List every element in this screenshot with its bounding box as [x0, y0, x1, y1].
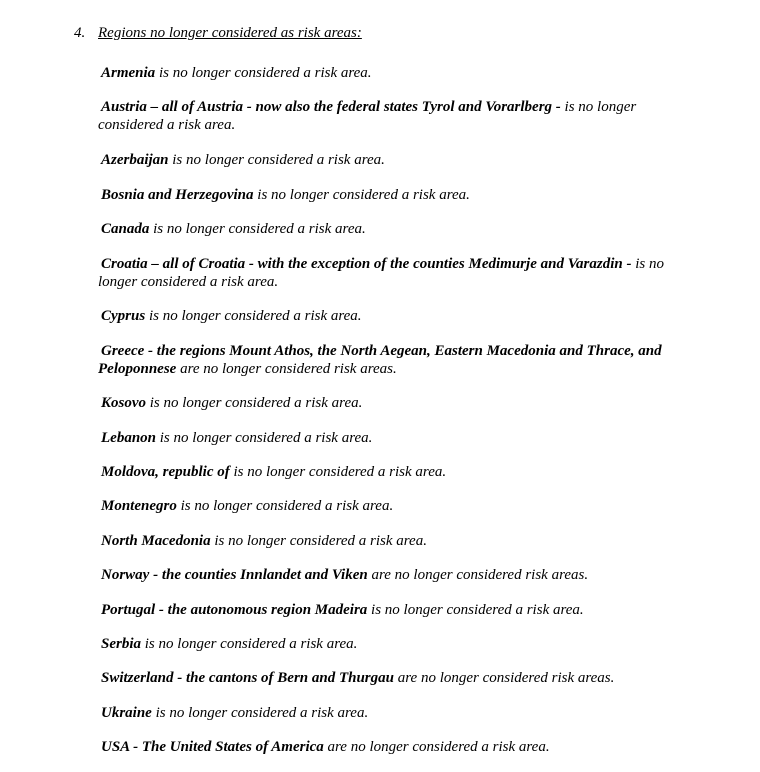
- region-name: USA - The United States of America: [101, 739, 324, 755]
- region-status: are no longer considered risk areas.: [394, 670, 615, 686]
- list-item: [98, 738, 698, 756]
- list-item: [98, 497, 698, 515]
- list-item: [98, 669, 698, 687]
- list-item: [98, 186, 698, 204]
- region-status: is no longer considered a risk area.: [168, 152, 385, 168]
- region-name: Norway - the counties Innlandet and Viken: [101, 567, 368, 583]
- region-status: is no longer considered a risk area.: [141, 636, 358, 652]
- region-status: is no longer considered a risk area.: [146, 395, 363, 411]
- region-status: is no longer considered a risk area.: [367, 602, 584, 618]
- region-name: Cyprus: [101, 308, 146, 324]
- region-status: is no longer considered a risk area.: [253, 187, 470, 203]
- region-name: Bosnia and Herzegovina: [101, 187, 254, 203]
- region-status: is no longer considered a risk area.: [151, 705, 369, 721]
- list-item: [98, 704, 698, 722]
- region-name: Greece - the regions Mount Athos, the North Aegean, Eastern Macedonia and Thrace, and Peloponnese: [98, 343, 662, 377]
- list-item: [98, 601, 698, 619]
- region-status: is no longer considered a risk area.: [210, 533, 427, 549]
- section-heading: [74, 24, 362, 42]
- region-status: is no longer considered a risk area.: [156, 430, 373, 446]
- region-status: is no longer considered a risk area.: [149, 221, 366, 237]
- list-item: [98, 566, 698, 584]
- region-name: Serbia: [101, 636, 142, 652]
- region-status: is no longer considered a risk area.: [98, 256, 664, 290]
- region-status: is no longer considered a risk area.: [98, 99, 637, 133]
- region-status: are no longer considered a risk area.: [323, 739, 550, 755]
- region-name: Ukraine: [101, 705, 152, 721]
- region-name: Portugal - the autonomous region Madeira: [101, 602, 368, 618]
- region-name: Azerbaijan: [101, 152, 169, 168]
- section-title: Regions no longer considered as risk areas:: [98, 25, 362, 41]
- region-name: Switzerland - the cantons of Bern and Thurgau: [101, 670, 394, 686]
- region-status: are no longer considered risk areas.: [367, 567, 589, 583]
- region-status: is no longer considered a risk area.: [176, 498, 394, 514]
- region-status: are no longer considered risk areas.: [176, 361, 397, 377]
- list-item: [98, 64, 698, 82]
- region-name: Armenia: [101, 65, 156, 81]
- region-status: is no longer considered a risk area.: [155, 65, 372, 81]
- list-item: [98, 635, 698, 653]
- list-item: [98, 220, 698, 238]
- region-name: North Macedonia: [101, 533, 211, 549]
- list-item: [98, 307, 698, 325]
- list-item: [98, 394, 698, 412]
- region-name: Montenegro: [101, 498, 177, 514]
- list-item: [98, 463, 698, 481]
- region-status: is no longer considered a risk area.: [145, 308, 362, 324]
- list-item: [98, 151, 698, 169]
- list-item: [98, 429, 698, 447]
- section-number: 4.: [74, 25, 86, 41]
- list-item: [98, 532, 698, 550]
- region-name: Croatia – all of Croatia - with the exception of the counties Medimurje and Varazdin -: [101, 256, 632, 272]
- list-item: [98, 342, 698, 378]
- region-name: Moldova, republic of: [101, 464, 230, 480]
- region-name: Lebanon: [101, 430, 157, 446]
- region-name: Austria – all of Austria - now also the federal states Tyrol and Vorarlberg -: [101, 99, 561, 115]
- region-name: Kosovo: [101, 395, 146, 411]
- list-item: [98, 255, 698, 291]
- region-status: is no longer considered a risk area.: [229, 464, 447, 480]
- region-name: Canada: [101, 221, 150, 237]
- list-item: [98, 98, 698, 134]
